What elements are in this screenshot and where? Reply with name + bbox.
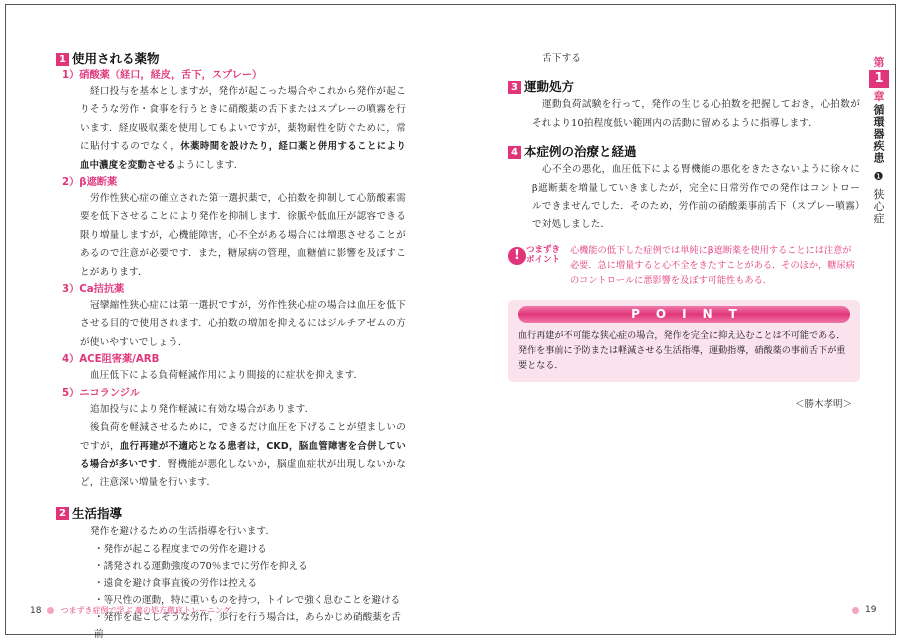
drug-heading-ca-blocker: 3）Ca拮抗薬 xyxy=(62,284,125,296)
chapter-tab xyxy=(866,54,892,225)
section-title: 使用される薬物 xyxy=(72,51,160,66)
section-4-heading xyxy=(508,143,860,161)
chapter-prefix: 第 xyxy=(873,56,885,69)
section-title: 本症例の治療と経過 xyxy=(524,144,637,160)
page-number: 18 xyxy=(30,605,42,616)
point-label: POINT xyxy=(518,306,850,323)
point-text: 血行再建が不可能な狭心症の場合，発作を完全に抑え込むことは不可能である．発作を事前に予防または軽減させる生活指導，運動指導，硝酸薬の事前舌下が重要となる． xyxy=(518,330,846,371)
section-number: 1 xyxy=(56,53,69,66)
dot-icon xyxy=(47,607,54,614)
drug-heading-nitrate: 1）硝酸薬（経口，経皮，舌下，スプレー） xyxy=(62,70,263,81)
paragraph: 運動負荷試験を行って，発作の生じる心拍数を把握しておき，心拍数がそれより10拍程度低い範囲内の活動に留めるように指導します． xyxy=(532,99,860,129)
left-page xyxy=(56,50,406,643)
section-number: 3 xyxy=(508,81,521,94)
stumble-point-text: 心機能の低下した症例では単純にβ遮断薬を使用することには注意が必要．急に増量すると心不全をきたすことがある．そのほか，糖尿病のコントロールに悪影響を及ぼす可能性もある． xyxy=(570,244,855,286)
list-item: ・誘発される運動強度の70％までに労作を抑える xyxy=(94,561,308,573)
section-3-heading xyxy=(508,78,860,96)
chapter-suffix: 章 xyxy=(873,90,885,103)
paragraph: 心不全の悪化，血圧低下による腎機能の悪化をきたさないように徐々にβ遮断薬を増量していきましたが，完全に日常労作での発作はコントロールできませんでした．そのため，労作前の硝酸薬事前舌下（スプレー噴霧）で対処しました． xyxy=(532,164,860,231)
list-item: ・発作が起こる程度までの労作を避ける xyxy=(94,544,267,556)
right-page xyxy=(508,50,860,414)
right-footer xyxy=(846,605,876,615)
exclamation-icon: ! xyxy=(508,247,526,265)
stumble-point-badge xyxy=(508,243,560,271)
chapter-number: 1 xyxy=(869,70,889,88)
list-item: ・発作を起こしそうな労作，歩行を行う場合は，あらかじめ硝酸薬を舌前 xyxy=(94,612,401,641)
section-title: 生活指導 xyxy=(72,505,123,521)
left-footer xyxy=(30,605,231,616)
section-title: 運動処方 xyxy=(524,79,575,95)
bullet-list xyxy=(56,541,406,643)
drug-heading-nicorandil: 5）ニコランジル xyxy=(62,387,140,399)
paragraph: 冠攣縮性狭心症には第一選択ですが，労作性狭心症の場合は血圧を低下させる目的で使用されます．心拍数の増加を抑えるにはジルチアゼムの方が使いやすいでしょう． xyxy=(80,300,406,348)
topic-title: ❶ 狭心症 xyxy=(872,170,885,225)
section-1-heading xyxy=(56,50,406,68)
paragraph: 後負荷を軽減させるために，できるだけ血圧を下げることが望ましいのですが，血行再建が不適応となる患者は，CKD，脳血管障害を合併している場合が多いです．腎機能が悪化しないか，脳虚血症状が出現しないかなど，注意深い増量を行います． xyxy=(80,422,407,489)
section-number: 2 xyxy=(56,507,69,520)
section-2-heading xyxy=(56,505,406,523)
section-number: 4 xyxy=(508,146,521,159)
badge-label: つまずき ポイント xyxy=(525,244,560,265)
list-item: ・遠食を避け食事直後の労作は控える xyxy=(94,578,258,590)
paragraph: 発作を避けるための生活指導を行います． xyxy=(90,525,276,537)
dot-icon xyxy=(852,607,859,614)
paragraph: 追加投与により発作軽減に有効な場合があります． xyxy=(90,403,315,415)
stumble-point xyxy=(508,243,860,288)
author: ＜勝木孝明＞ xyxy=(794,398,852,410)
page-number: 19 xyxy=(865,605,877,615)
continued-text: 舌下する xyxy=(542,53,582,64)
chapter-title: 循環器疾患 xyxy=(872,104,885,164)
point-box xyxy=(508,300,860,382)
book-title: つまずき症例で学ぶ 薬の処方徹底トレーニング xyxy=(60,606,231,615)
drug-heading-beta-blocker: 2）β遮断薬 xyxy=(62,177,118,189)
paragraph: 血圧低下による負荷軽減作用により間接的に症状を抑えます． xyxy=(90,370,364,382)
list-item: ・等尺性の運動，特に重いものを持つ，トイレで強く息むことを避ける xyxy=(94,595,401,607)
paragraph: 経口投与を基本としますが，発作が起こった場合やこれから発作が起こりそうな労作・食事を行うときに硝酸薬の舌下またはスプレーの噴霧を行います．経皮吸収薬を使用してもよいですが，薬物耐性を防ぐために，常に貼付するのでなく，休薬時間を設けたり，経口薬と併用することにより血中濃度を変動させるようにします． xyxy=(80,86,407,171)
paragraph: 労作性狭心症の確立された第一選択薬で，心拍数を抑制して心筋酸素需要を低下させることにより発作を抑制します．徐脈や低血圧が認容できる限り増量しますが，心機能障害，心不全がある場合には増悪させることがあるので注意が必要です．また，糖尿病の管理，血糖値に影響を及ぼすことがあります． xyxy=(80,193,406,278)
drug-heading-ace-arb: 4）ACE阻害薬/ARB xyxy=(62,354,160,366)
